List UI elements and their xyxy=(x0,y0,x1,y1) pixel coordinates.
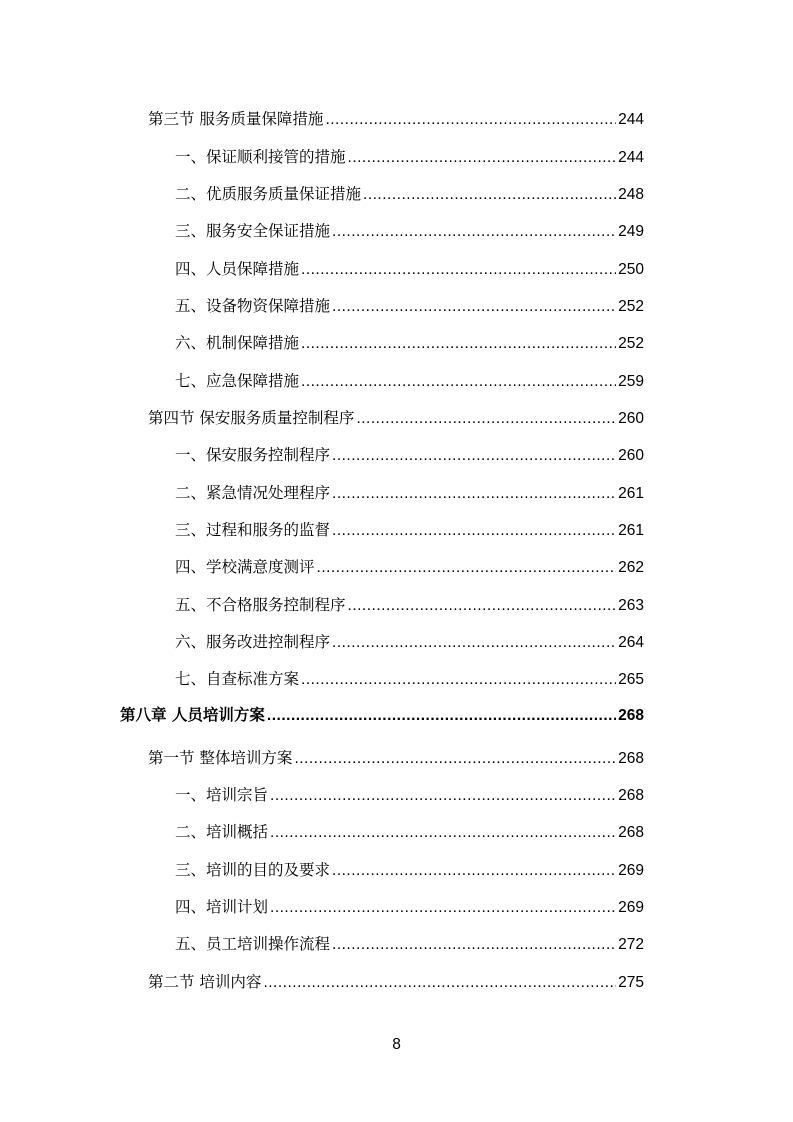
toc-entry-label: 五、员工培训操作流程 xyxy=(175,935,331,953)
toc-entry-label: 第三节 服务质量保障措施 xyxy=(148,110,324,128)
toc-leader-dots xyxy=(332,296,616,318)
toc-entry[interactable] xyxy=(148,407,644,430)
toc-entry[interactable] xyxy=(175,295,644,318)
toc-leader-dots xyxy=(325,109,616,131)
toc-leader-dots xyxy=(301,371,616,393)
toc-entry-label: 一、保安服务控制程序 xyxy=(175,446,331,464)
toc-entry[interactable] xyxy=(175,183,644,206)
toc-entry-page: 244 xyxy=(618,149,644,166)
toc-entry-page: 244 xyxy=(618,111,644,128)
toc-entry-label: 七、自查标准方案 xyxy=(175,670,300,688)
toc-entry-page: 265 xyxy=(618,671,644,688)
toc-entry-label: 第八章 人员培训方案 xyxy=(120,706,265,724)
toc-leader-dots xyxy=(348,595,617,617)
toc-entry[interactable] xyxy=(148,108,644,131)
toc-entry-label: 一、培训宗旨 xyxy=(175,786,269,804)
toc-leader-dots xyxy=(332,632,616,654)
toc-entry-label: 五、不合格服务控制程序 xyxy=(175,596,346,614)
toc-entry-page: 275 xyxy=(618,974,644,991)
toc-entry[interactable] xyxy=(175,146,644,169)
toc-leader-dots xyxy=(301,259,616,281)
toc-leader-dots xyxy=(363,184,616,206)
toc-entry-label: 四、人员保障措施 xyxy=(175,260,300,278)
toc-leader-dots xyxy=(332,483,616,505)
toc-entry-page: 259 xyxy=(618,373,644,390)
toc-entry[interactable] xyxy=(175,258,644,281)
toc-entry[interactable] xyxy=(175,556,644,579)
toc-leader-dots xyxy=(270,897,616,919)
toc-entry-label: 二、培训概括 xyxy=(175,823,269,841)
toc-leader-dots xyxy=(332,934,616,956)
toc-leader-dots xyxy=(263,972,616,994)
toc-entry-label: 六、机制保障措施 xyxy=(175,334,300,352)
toc-entry[interactable] xyxy=(148,971,644,994)
toc-entry[interactable] xyxy=(175,594,644,617)
toc-entry-page: 261 xyxy=(618,485,644,502)
toc-entry-page: 262 xyxy=(618,559,644,576)
toc-entry-page: 268 xyxy=(618,787,644,804)
toc-entry-label: 二、紧急情况处理程序 xyxy=(175,484,331,502)
toc-entry-label: 三、培训的目的及要求 xyxy=(175,861,331,879)
toc-entry[interactable] xyxy=(175,668,644,691)
toc-leader-dots xyxy=(267,705,616,727)
toc-entry-page: 268 xyxy=(618,707,644,724)
toc-entry-label: 四、培训计划 xyxy=(175,898,269,916)
toc-leader-dots xyxy=(332,860,616,882)
toc-entry-page: 269 xyxy=(618,862,644,879)
toc-leader-dots xyxy=(301,669,616,691)
toc-leader-dots xyxy=(348,147,617,169)
toc-entry[interactable] xyxy=(175,332,644,355)
toc-entry-page: 260 xyxy=(618,410,644,427)
toc-leader-dots xyxy=(270,785,616,807)
toc-entry-page: 250 xyxy=(618,261,644,278)
toc-entry-label: 三、服务安全保证措施 xyxy=(175,222,331,240)
toc-leader-dots xyxy=(332,221,616,243)
toc-entry-page: 268 xyxy=(618,824,644,841)
toc-entry[interactable] xyxy=(175,370,644,393)
toc-entry-label: 三、过程和服务的监督 xyxy=(175,521,331,539)
toc-entry-page: 268 xyxy=(618,750,644,767)
toc-entry[interactable] xyxy=(175,896,644,919)
toc-entry-page: 249 xyxy=(618,223,644,240)
toc-entry[interactable] xyxy=(175,784,644,807)
toc-entry-page: 252 xyxy=(618,335,644,352)
toc-entry-page: 252 xyxy=(618,298,644,315)
toc-entry-page: 264 xyxy=(618,634,644,651)
toc-entry-page: 263 xyxy=(618,597,644,614)
toc-leader-dots xyxy=(301,333,616,355)
toc-entry[interactable] xyxy=(175,821,644,844)
toc-entry[interactable] xyxy=(175,631,644,654)
toc-entry[interactable] xyxy=(175,220,644,243)
toc-entry[interactable] xyxy=(175,519,644,542)
toc-entry-label: 六、服务改进控制程序 xyxy=(175,633,331,651)
toc-entry-label: 五、设备物资保障措施 xyxy=(175,297,331,315)
toc-entry-label: 第四节 保安服务质量控制程序 xyxy=(148,409,355,427)
toc-entry-label: 七、应急保障措施 xyxy=(175,372,300,390)
toc-entry-label: 一、保证顺利接管的措施 xyxy=(175,148,346,166)
toc-leader-dots xyxy=(332,520,616,542)
toc-entry[interactable] xyxy=(175,444,644,467)
toc-entry-label: 第二节 培训内容 xyxy=(148,973,262,991)
toc-leader-dots xyxy=(270,822,616,844)
toc-entry[interactable] xyxy=(175,482,644,505)
toc-entry-page: 260 xyxy=(618,447,644,464)
toc-leader-dots xyxy=(294,748,616,770)
toc-entry[interactable] xyxy=(120,704,644,727)
toc-entry-page: 269 xyxy=(618,899,644,916)
toc-entry[interactable] xyxy=(148,747,644,770)
toc-entry-label: 四、学校满意度测评 xyxy=(175,558,315,576)
toc-leader-dots xyxy=(332,445,616,467)
toc-entry-page: 261 xyxy=(618,522,644,539)
toc-leader-dots xyxy=(356,408,616,430)
toc-entry-page: 272 xyxy=(618,936,644,953)
toc-entry-label: 第一节 整体培训方案 xyxy=(148,749,293,767)
toc-leader-dots xyxy=(317,557,617,579)
toc-entry[interactable] xyxy=(175,933,644,956)
toc-entry[interactable] xyxy=(175,859,644,882)
toc-entry-label: 二、优质服务质量保证措施 xyxy=(175,185,362,203)
toc-entry-page: 248 xyxy=(618,186,644,203)
page-number: 8 xyxy=(392,1036,401,1053)
